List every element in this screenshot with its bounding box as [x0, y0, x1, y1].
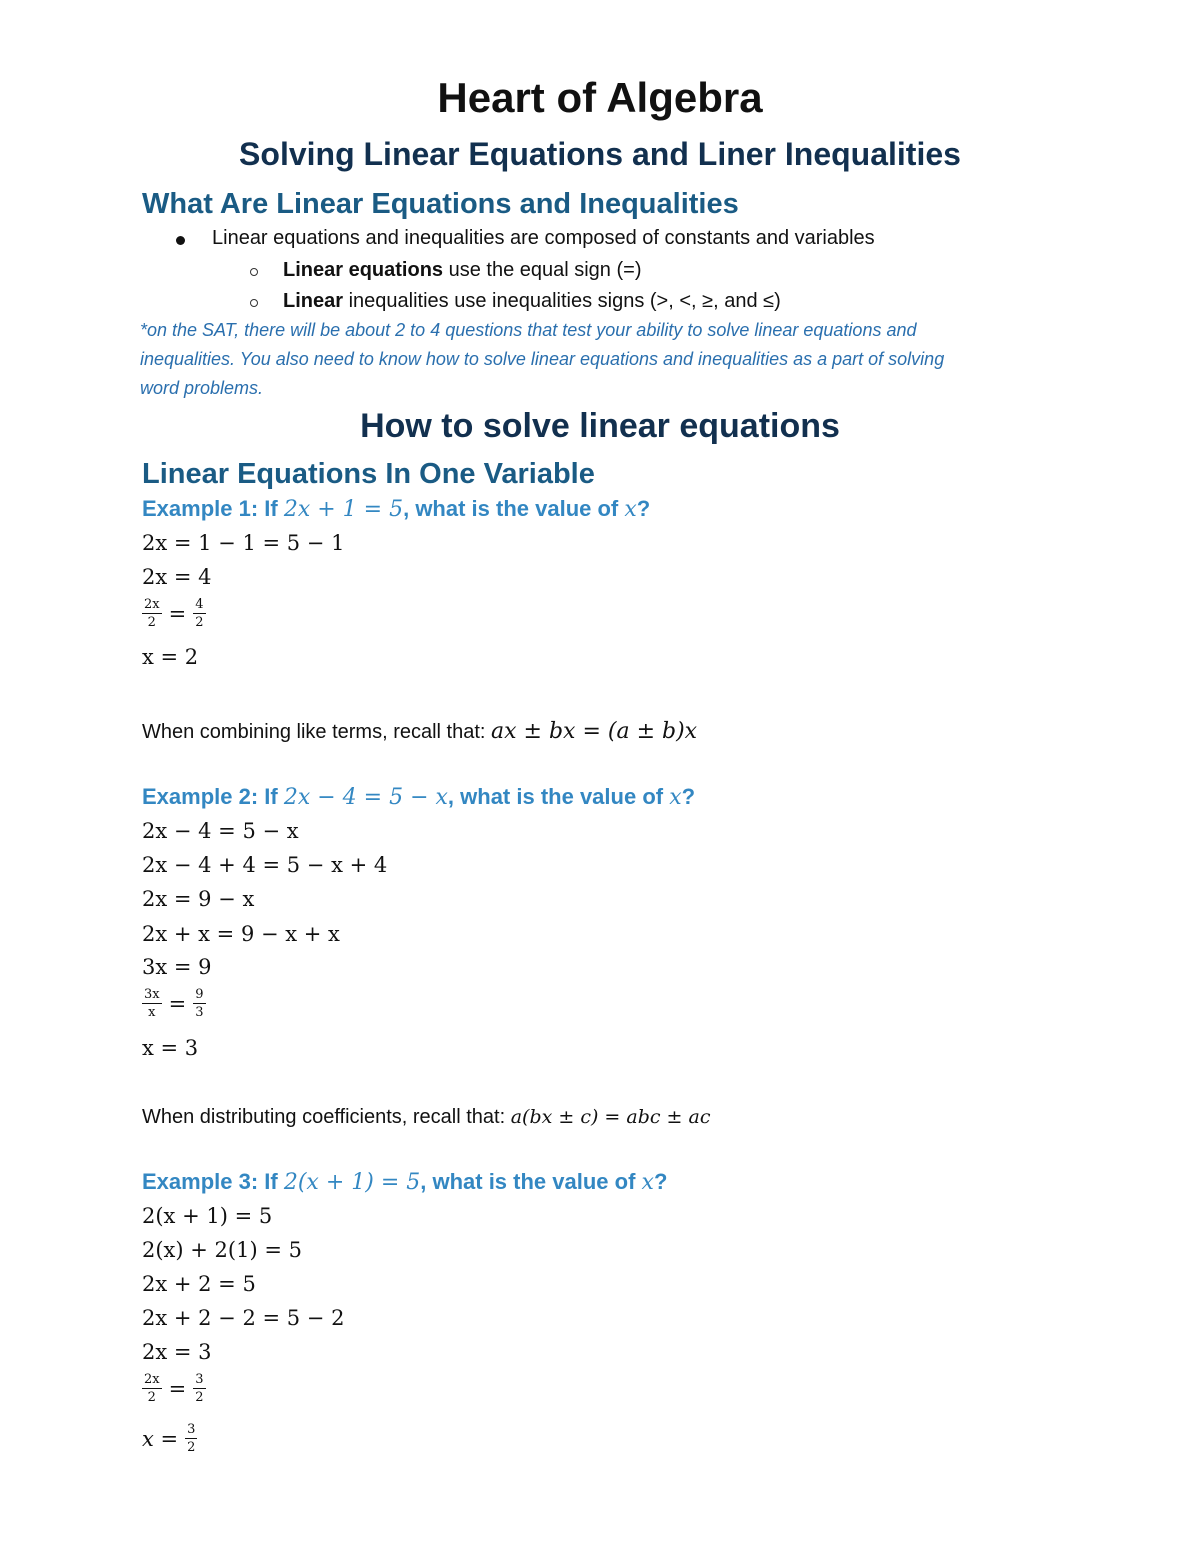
example-2-step-1: 2x − 4 = 5 − x [142, 819, 299, 843]
example-3-step-1: 2(x + 1) = 5 [142, 1204, 273, 1228]
fraction-denominator: 2 [147, 615, 156, 630]
recall-formula: ax ± bx = (a ± b)x [491, 719, 698, 744]
fraction-numerator: 3 [187, 1422, 196, 1437]
recall-text: When distributing coefficients, recall that: [142, 1106, 511, 1128]
bullet-text: Linear equations and inequalities are composed of constants and variables [212, 227, 875, 249]
sub-bullet-inequalities-bold: Linear [283, 290, 344, 312]
example-3-result [142, 1422, 197, 1455]
sat-note-line-1: *on the SAT, there will be about 2 to 4 questions that test your ability to solve linear equations and [140, 320, 917, 340]
fraction-denominator: 3 [195, 1005, 204, 1020]
example-3-fraction-step: $\frac{2x}{2}$ = $\frac{3}{2}$ [144, 1372, 204, 1405]
example-1-question [142, 496, 650, 522]
sub-bullet-equations-bold: Linear equations [283, 259, 444, 281]
bullet-dot [176, 236, 185, 245]
example-3-step-2: 2(x) + 2(1) = 5 [142, 1238, 302, 1262]
fraction-numerator: 4 [195, 597, 204, 612]
recall-distributing-coefficients [142, 1106, 710, 1129]
fraction-numerator: 3x [144, 987, 160, 1002]
example-3-question [142, 1169, 667, 1195]
example-3-equation: 2(x + 1) = 5 [283, 1170, 421, 1195]
fraction-numerator: 9 [195, 987, 204, 1002]
sub-bullet-inequalities [283, 290, 781, 313]
example-2-step-5: 3x = 9 [142, 955, 212, 979]
sub-bullet-equations-rest: use the equal sign (=) [443, 259, 642, 281]
example-2-question-text: , what is the value of [447, 784, 670, 809]
example-2-fraction-step: $\frac{3x}{x}$ = $\frac{9}{3}$ [144, 987, 204, 1020]
example-3-label: Example 3: If [142, 1169, 284, 1194]
example-2-step-2: 2x − 4 + 4 = 5 − x + 4 [142, 853, 388, 877]
section-subheading-one-variable: Linear Equations In One Variable [142, 458, 595, 490]
example-2-equation: 2x − 4 = 5 − x [283, 785, 448, 810]
example-2-step-3: 2x = 9 − x [142, 887, 255, 911]
section-heading-what-are: What Are Linear Equations and Inequalities [142, 188, 739, 220]
example-1-question-text: , what is the value of [403, 496, 625, 521]
example-2-result: x = 3 [142, 1036, 199, 1060]
section-heading-how-to-solve: How to solve linear equations [360, 407, 840, 445]
example-3-question-mark: ? [653, 1169, 668, 1194]
sat-note-line-3: word problems. [140, 378, 264, 398]
document-subtitle: Solving Linear Equations and Liner Inequalities [239, 136, 961, 172]
example-2-label: Example 2: If [142, 784, 284, 809]
fraction-denominator: 2 [147, 1390, 156, 1405]
example-1-result: x = 2 [142, 645, 199, 669]
sub-bullet-ring [250, 299, 258, 307]
example-1-fraction-step: $\frac{2x}{2}$ = $\frac{4}{2}$ [144, 597, 204, 630]
result-lhs: x = [142, 1426, 179, 1451]
example-3-step-5: 2x = 3 [142, 1340, 212, 1364]
fraction-denominator: 2 [187, 1440, 196, 1455]
fraction-denominator: 2 [195, 615, 204, 630]
example-2-question [142, 784, 695, 810]
example-1-question-mark: ? [636, 496, 651, 521]
recall-combining-like-terms [142, 719, 697, 744]
example-1-equation: 2x + 1 = 5 [283, 497, 404, 522]
example-2-question-mark: ? [681, 784, 696, 809]
example-3-variable: x [641, 1170, 654, 1195]
document-title: Heart of Algebra [437, 74, 763, 121]
fraction-numerator: 3 [195, 1372, 204, 1387]
sub-bullet-inequalities-rest: inequalities use inequalities signs (>, <, ≥, and ≤) [343, 290, 781, 312]
fraction-numerator: 2x [144, 597, 160, 612]
sub-bullet-ring [250, 268, 258, 276]
example-2-variable: x [669, 785, 682, 810]
example-1-step-1: 2x = 1 − 1 = 5 − 1 [142, 531, 345, 555]
example-1-step-2: 2x = 4 [142, 565, 212, 589]
fraction-denominator: x [148, 1005, 156, 1020]
sat-note-line-2: inequalities. You also need to know how to solve linear equations and inequalities as a part of solving [140, 349, 945, 369]
example-3-question-text: , what is the value of [420, 1169, 642, 1194]
sub-bullet-equations [283, 259, 642, 282]
fraction-numerator: 2x [144, 1372, 160, 1387]
example-1-variable: x [624, 497, 637, 522]
fraction-denominator: 2 [195, 1390, 204, 1405]
example-3-step-4: 2x + 2 − 2 = 5 − 2 [142, 1306, 345, 1330]
recall-formula: a(bx ± c) = abc ± ac [510, 1106, 711, 1128]
example-2-step-4: 2x + x = 9 − x + x [142, 922, 340, 946]
example-3-step-3: 2x + 2 = 5 [142, 1272, 256, 1296]
recall-text: When combining like terms, recall that: [142, 721, 492, 743]
example-1-label: Example 1: If [142, 496, 284, 521]
